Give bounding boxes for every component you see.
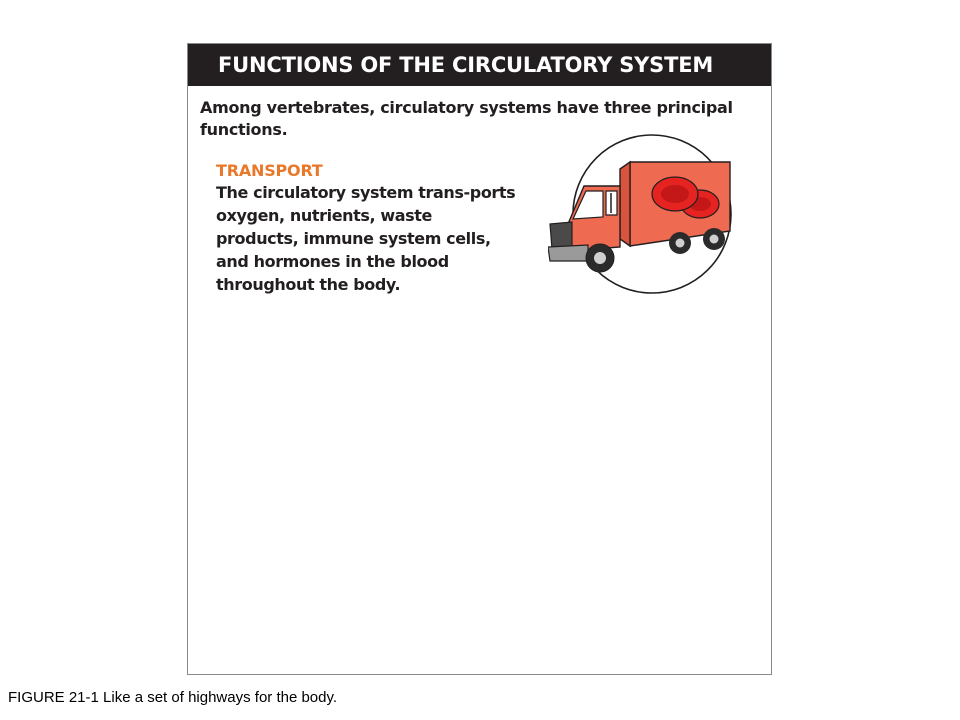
section-heading: TRANSPORT bbox=[216, 161, 323, 180]
section-description: The circulatory system trans-ports oxygen, nutrients, waste products, immune system cells, and hormones in the blood throughout the body. bbox=[216, 183, 516, 294]
figure-caption: FIGURE 21-1 Like a set of highways for the body. bbox=[8, 689, 338, 706]
figure-panel bbox=[187, 43, 772, 675]
truck-with-blood-cells-icon bbox=[548, 129, 748, 299]
intro-text: Among vertebrates, circulatory systems have three principal functions. bbox=[200, 98, 733, 139]
panel-title: FUNCTIONS OF THE CIRCULATORY SYSTEM bbox=[188, 44, 771, 86]
